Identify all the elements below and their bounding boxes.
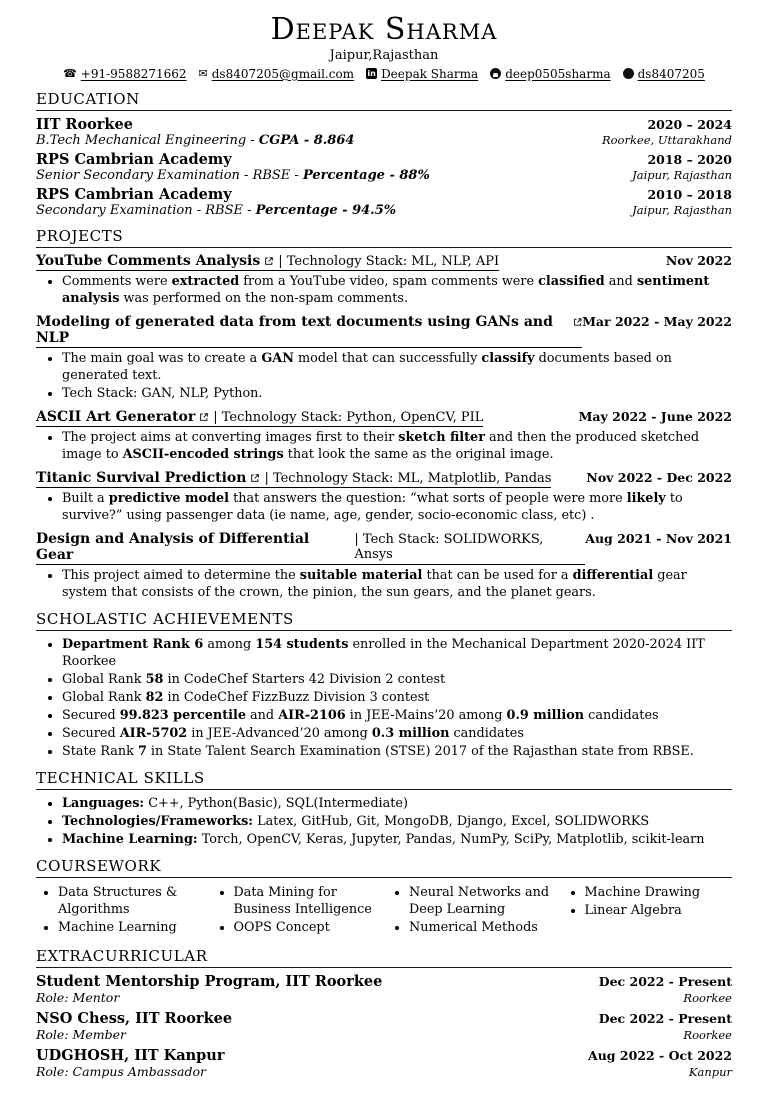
course-item: • Data Mining for Business Intelligence — [234, 884, 382, 919]
project-title: Design and Analysis of Differential Gear — [36, 530, 310, 563]
external-link-icon — [250, 473, 260, 483]
extracurricular-entry — [36, 1047, 732, 1079]
education-dates: 2018 – 2020 — [647, 151, 732, 167]
course-item: • OOPS Concept — [234, 919, 382, 936]
course-item: • Machine Learning — [58, 919, 206, 936]
linkedin-link[interactable] — [366, 67, 478, 81]
project-dates: Aug 2021 - Nov 2021 — [585, 530, 732, 546]
project-tech-stack: | Technology Stack: ML, Matplotlib, Pandas — [264, 470, 552, 486]
section-rule — [36, 110, 732, 111]
bullet-item: • Tech Stack: GAN, NLP, Python. — [62, 385, 732, 402]
activity-location: Roorkee — [683, 990, 732, 1005]
person-location: Jaipur,Rajasthan — [329, 47, 439, 63]
project-entry — [36, 253, 732, 307]
activity-dates: Aug 2022 - Oct 2022 — [588, 1047, 732, 1063]
section-title: TECHNICAL SKILLS — [36, 768, 205, 787]
section-title: COURSEWORK — [36, 856, 162, 875]
project-dates: May 2022 - June 2022 — [578, 408, 732, 424]
linkedin-handle: Deepak Sharma — [381, 66, 479, 81]
project-tech-stack: | Technology Stack: ML, NLP, API — [278, 253, 500, 269]
activity-name: UDGHOSH, IIT Kanpur — [36, 1046, 225, 1064]
education-location: Roorkee, Uttarakhand — [601, 132, 732, 147]
bullet-item: • The main goal was to create a GAN model that can successfully classify documents based on generated text. — [62, 350, 732, 384]
activity-role: Role: Campus Ambassador — [36, 1063, 206, 1079]
activity-role: Role: Member — [36, 1026, 126, 1042]
coding-profile-link[interactable] — [623, 67, 705, 81]
education-location: Jaipur, Rajasthan — [632, 202, 732, 217]
section-scholastic-achievements — [36, 610, 732, 760]
course-item: • Linear Algebra — [585, 902, 733, 919]
project-heading — [36, 531, 585, 565]
github-icon — [490, 68, 501, 79]
phone-number: +91-9588271662 — [80, 66, 187, 81]
bullet-item: • Secured AIR-5702 in JEE-Advanced’20 among 0.3 million candidates — [62, 725, 732, 742]
section-title: PROJECTS — [36, 226, 124, 245]
extracurricular-entry — [36, 973, 732, 1005]
resume-header — [36, 14, 732, 81]
section-title: EDUCATION — [36, 89, 140, 108]
project-entry — [36, 470, 732, 524]
linkedin-icon — [366, 68, 377, 79]
bullet-item: • Department Rank 6 among 154 students enrolled in the Mechanical Department 2020-2024 IIT Roorkee — [62, 636, 732, 670]
project-title: ASCII Art Generator — [36, 408, 196, 425]
activity-role: Role: Mentor — [36, 989, 120, 1005]
section-education — [36, 90, 732, 218]
section-title: EXTRACURRICULAR — [36, 946, 208, 965]
project-entry — [36, 409, 732, 463]
project-dates: Nov 2022 — [665, 252, 732, 268]
bullet-item: • The project aims at converting images first to their sketch filter and then the produced sketched image to ASCII-encoded strings that look the same as the original image. — [62, 429, 732, 463]
education-dates: 2020 – 2024 — [647, 116, 732, 132]
contact-bar — [36, 67, 732, 81]
project-title: Titanic Survival Prediction — [36, 469, 247, 486]
email-icon — [199, 68, 208, 79]
email-link[interactable] — [199, 67, 355, 81]
school-name: RPS Cambrian Academy — [36, 150, 232, 168]
bullet-item: • State Rank 7 in State Talent Search Examination (STSE) 2017 of the Rajasthan state from RBSE. — [62, 743, 732, 760]
section-rule — [36, 630, 732, 631]
section-rule — [36, 877, 732, 878]
project-tech-stack: | Technology Stack: Python, OpenCV, PIL — [213, 409, 484, 425]
bullet-item: • Built a predictive model that answers the question: “what sorts of people were more likely to survive?” using passenger data (ie name, age, gender, socio-economic class, etc) . — [62, 490, 732, 524]
bullet-item: • Languages: C++, Python(Basic), SQL(Intermediate) — [62, 795, 732, 812]
education-dates: 2010 – 2018 — [647, 186, 732, 202]
coding-profile-icon — [623, 68, 634, 79]
course-item: • Neural Networks and Deep Learning — [409, 884, 557, 919]
course-item: • Machine Drawing — [585, 884, 733, 901]
bullet-item: • Machine Learning: Torch, OpenCV, Keras, Jupyter, Pandas, NumPy, SciPy, Matplotlib, scikit-learn — [62, 831, 732, 848]
email-address: ds8407205@gmail.com — [211, 66, 355, 81]
section-technical-skills — [36, 769, 732, 848]
project-tech-stack: | Tech Stack: SOLIDWORKS, Ansys — [354, 531, 544, 562]
bullet-item: • Technologies/Frameworks: Latex, GitHub, Git, MongoDB, Django, Excel, SOLIDWORKS — [62, 813, 732, 830]
activity-dates: Dec 2022 - Present — [598, 973, 732, 989]
project-dates: Mar 2022 - May 2022 — [582, 313, 732, 329]
education-entry — [36, 151, 732, 183]
bullet-item: • Global Rank 82 in CodeChef FizzBuzz Division 3 contest — [62, 689, 732, 706]
coding-profile-handle: ds8407205 — [637, 66, 705, 81]
project-dates: Nov 2022 - Dec 2022 — [586, 469, 732, 485]
project-link[interactable] — [36, 409, 483, 427]
degree-detail: Secondary Examination - RBSE - Percentage - 94.5% — [36, 202, 397, 218]
coursework-grid — [36, 883, 732, 938]
bullet-item: • This project aimed to determine the suitable material that can be used for a differential gear system that consists of the crown, the pinion, the sun gears, and the planet gears. — [62, 567, 732, 601]
section-projects — [36, 227, 732, 601]
section-rule — [36, 247, 732, 248]
extracurricular-entry — [36, 1010, 732, 1042]
section-title: SCHOLASTIC ACHIEVEMENTS — [36, 609, 294, 628]
course-item: • Numerical Methods — [409, 919, 557, 936]
project-title: YouTube Comments Analysis — [36, 252, 261, 269]
external-link-icon — [573, 317, 583, 327]
school-name: IIT Roorkee — [36, 115, 133, 133]
project-entry — [36, 531, 732, 601]
activity-dates: Dec 2022 - Present — [598, 1010, 732, 1026]
section-extracurricular — [36, 947, 732, 1079]
degree-detail: B.Tech Mechanical Engineering - CGPA - 8.864 — [36, 132, 355, 148]
project-entry — [36, 314, 732, 402]
project-link[interactable] — [36, 314, 582, 348]
education-entry — [36, 186, 732, 218]
phone-icon — [63, 68, 77, 79]
degree-detail: Senior Secondary Examination - RBSE - Percentage - 88% — [36, 167, 430, 183]
project-link[interactable] — [36, 253, 499, 271]
activity-name: NSO Chess, IIT Roorkee — [36, 1009, 233, 1027]
github-handle: deep0505sharma — [505, 66, 611, 81]
bullet-item: • Comments were extracted from a YouTube video, spam comments were classified and sentiment analysis was performed on the non-spam comments. — [62, 273, 732, 307]
course-item: • Data Structures & Algorithms — [58, 884, 206, 919]
external-link-icon — [264, 256, 274, 266]
project-title: Modeling of generated data from text documents using GANs and NLP — [36, 313, 553, 346]
education-location: Jaipur, Rajasthan — [632, 167, 732, 182]
activity-name: Student Mentorship Program, IIT Roorkee — [36, 972, 383, 990]
person-name: Deepak Sharma — [270, 12, 498, 47]
bullet-item: • Global Rank 58 in CodeChef Starters 42 Division 2 contest — [62, 671, 732, 688]
education-entry — [36, 116, 732, 148]
phone-link[interactable] — [63, 67, 186, 81]
section-rule — [36, 789, 732, 790]
project-link[interactable] — [36, 470, 551, 488]
section-coursework — [36, 857, 732, 938]
external-link-icon — [199, 412, 209, 422]
github-link[interactable] — [490, 67, 610, 81]
activity-location: Roorkee — [683, 1027, 732, 1042]
section-rule — [36, 967, 732, 968]
bullet-item: • Secured 99.823 percentile and AIR-2106 in JEE-Mains’20 among 0.9 million candidates — [62, 707, 732, 724]
school-name: RPS Cambrian Academy — [36, 185, 232, 203]
activity-location: Kanpur — [688, 1064, 732, 1079]
